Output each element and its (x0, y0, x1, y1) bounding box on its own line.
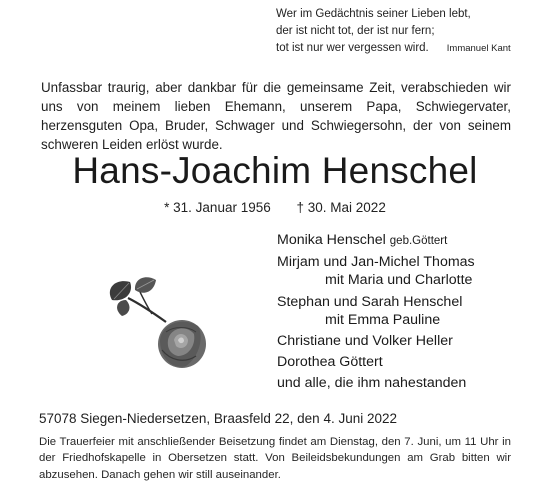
death-date: † 30. Mai 2022 (296, 200, 386, 215)
mourner-wife-maiden-name: geb.Göttert (389, 235, 448, 247)
mourner-row: mit Maria und Charlotte (325, 272, 473, 288)
mourner-row: Stephan und Sarah Henschel (277, 294, 463, 310)
rose-illustration (100, 270, 210, 380)
mourner-row: Mirjam und Jan-Michel Thomas (277, 254, 475, 270)
address-line: 57078 Siegen-Niedersetzen, Braasfeld 22, den 4. Juni 2022 (39, 411, 398, 426)
memorial-quote (276, 6, 542, 57)
birth-date: * 31. Januar 1956 (164, 200, 271, 215)
quote-line-text: tot ist nur wer vergessen wird. (276, 42, 429, 54)
mourner-row: Dorothea Göttert (277, 354, 383, 370)
mourner-row: Christiane und Volker Heller (277, 333, 453, 349)
deceased-name: Hans-Joachim Henschel (72, 150, 478, 191)
quote-line: Wer im Gedächtnis seiner Lieben lebt, (276, 8, 471, 20)
mourner-row (277, 230, 447, 251)
quote-author: Immanuel Kant (446, 43, 511, 54)
intro-text: Unfassbar traurig, aber dankbar für die gemeinsame Zeit, verabschieden wir uns von meinem lieben Ehemann, unserem Papa, Schwiegervater, herzensguten Opa, Bruder, Schwager und Schwiegersohn, der von seinem schweren Leiden erlöst wurde. (41, 80, 511, 152)
quote-line: der ist nicht tot, der ist nur fern; (276, 25, 435, 37)
mourner-wife-name: Monika Henschel (277, 232, 386, 248)
life-dates (0, 199, 550, 217)
mourner-row: mit Emma Pauline (325, 312, 441, 328)
ceremony-notice: Die Trauerfeier mit anschließender Beisetzung findet am Dienstag, den 7. Juni, um 11 Uhr in der Friedhofskapelle in Obersetzen statt. Von Beileidsbekundungen am Grab bitten wir abzusehen. Danach gehen wir still auseinander. (39, 436, 511, 481)
quote-line (276, 40, 542, 57)
mourner-row: und alle, die ihm nahestanden (277, 375, 467, 391)
